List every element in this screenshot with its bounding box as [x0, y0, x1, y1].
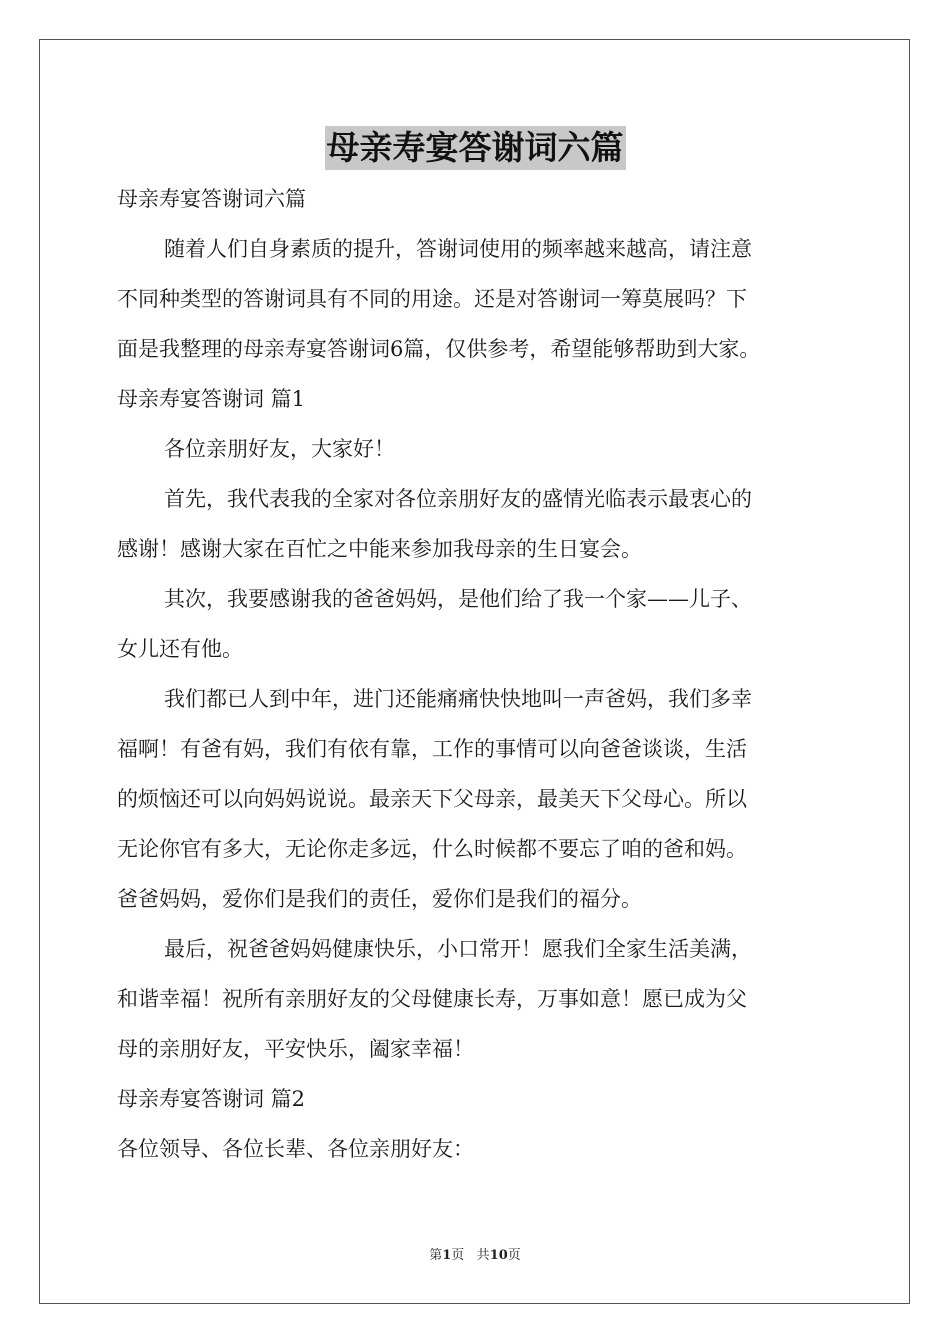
- footer-page-label: 页: [451, 1248, 465, 1263]
- title-container: [0, 126, 950, 170]
- footer-page-number: 1: [442, 1248, 452, 1263]
- paragraph-line: 各位领导、各位长辈、各位亲朋好友：: [117, 1137, 474, 1161]
- page-footer: [0, 1247, 950, 1265]
- footer-total-label: 页: [507, 1248, 521, 1263]
- section-heading: 母亲寿宴答谢词 篇2: [117, 1087, 306, 1111]
- section-heading: 母亲寿宴答谢词 篇1: [117, 387, 306, 411]
- paragraph-line: 无论你官有多大，无论你走多远，什么时候都不要忘了咱的爸和妈。: [117, 837, 747, 861]
- paragraph-line: 各位亲朋好友，大家好！: [164, 437, 395, 461]
- paragraph-line: 其次，我要感谢我的爸爸妈妈，是他们给了我一个家——儿子、: [164, 587, 752, 611]
- document-title: 母亲寿宴答谢词六篇: [325, 126, 626, 170]
- paragraph-line: 首先，我代表我的全家对各位亲朋好友的盛情光临表示最衷心的: [164, 487, 752, 511]
- paragraph-line: 最后，祝爸爸妈妈健康快乐，小口常开！愿我们全家生活美满，: [164, 937, 752, 961]
- subtitle-line: 母亲寿宴答谢词六篇: [117, 187, 306, 211]
- paragraph-line: 女儿还有他。: [117, 637, 243, 661]
- footer-total-pages: 10: [489, 1248, 508, 1263]
- paragraph-line: 我们都已人到中年，进门还能痛痛快快地叫一声爸妈，我们多幸: [164, 687, 752, 711]
- paragraph-line: 母的亲朋好友，平安快乐，阖家幸福！: [117, 1037, 474, 1061]
- paragraph-line: 和谐幸福！祝所有亲朋好友的父母健康长寿，万事如意！愿已成为父: [117, 987, 747, 1011]
- paragraph-line: 感谢！感谢大家在百忙之中能来参加我母亲的生日宴会。: [117, 537, 642, 561]
- paragraph-line: 面是我整理的母亲寿宴答谢词6篇，仅供参考，希望能够帮助到大家。: [117, 337, 761, 361]
- paragraph-line: 爸爸妈妈，爱你们是我们的责任，爱你们是我们的福分。: [117, 887, 642, 911]
- page-border: [39, 39, 910, 1304]
- paragraph-line: 福啊！有爸有妈，我们有依有靠，工作的事情可以向爸爸谈谈，生活: [117, 737, 747, 761]
- paragraph-line: 的烦恼还可以向妈妈说说。最亲天下父母亲，最美天下父母心。所以: [117, 787, 747, 811]
- paragraph-line: 随着人们自身素质的提升，答谢词使用的频率越来越高，请注意: [164, 237, 752, 261]
- footer-total-prefix: 共: [476, 1248, 490, 1263]
- paragraph-line: 不同种类型的答谢词具有不同的用途。还是对答谢词一筹莫展吗？下: [117, 287, 747, 311]
- footer-page-prefix: 第: [429, 1248, 443, 1263]
